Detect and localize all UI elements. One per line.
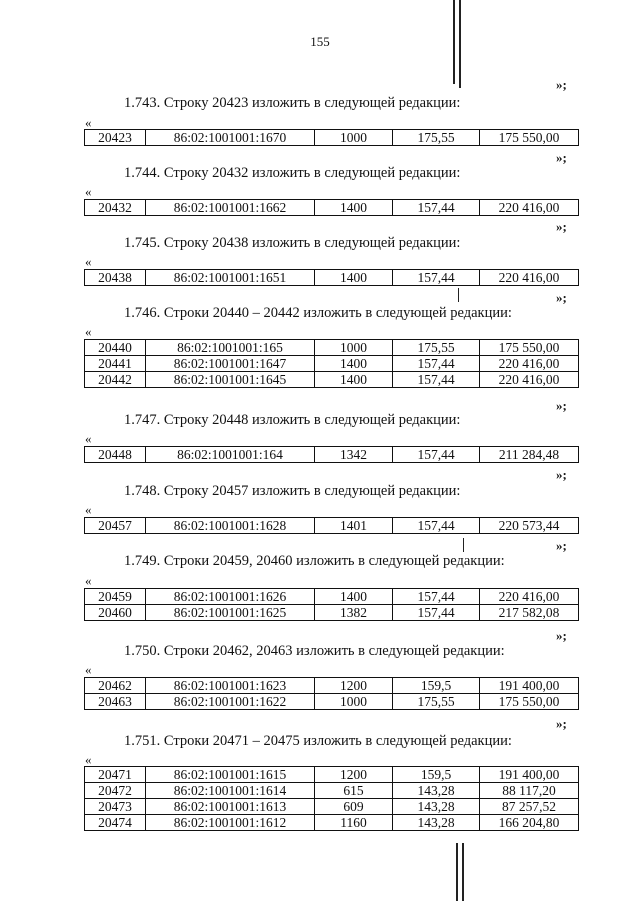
amendment-table bbox=[84, 339, 579, 388]
binding-mark-bottom-right bbox=[462, 843, 464, 901]
section-title: 1.746. Строки 20440 – 20442 изложить в следующей редакции: bbox=[124, 305, 512, 321]
closing-quote: »; bbox=[556, 219, 567, 234]
amount-cell: 191 400,00 bbox=[480, 678, 579, 694]
amount-cell: 175 550,00 bbox=[480, 694, 579, 710]
amount-cell: 175 550,00 bbox=[480, 340, 579, 356]
row-number-cell: 20438 bbox=[85, 270, 146, 286]
area-cell: 1400 bbox=[315, 589, 393, 605]
row-number-cell: 20472 bbox=[85, 783, 146, 799]
row-number-cell: 20462 bbox=[85, 678, 146, 694]
row-number-cell: 20473 bbox=[85, 799, 146, 815]
opening-quote: « bbox=[85, 184, 92, 199]
area-cell: 1000 bbox=[315, 340, 393, 356]
table-row bbox=[85, 815, 579, 831]
area-cell: 615 bbox=[315, 783, 393, 799]
area-cell: 1342 bbox=[315, 447, 393, 463]
table-row bbox=[85, 799, 579, 815]
closing-quote: »; bbox=[556, 398, 567, 413]
row-number-cell: 20440 bbox=[85, 340, 146, 356]
table-row bbox=[85, 678, 579, 694]
closing-quote: »; bbox=[556, 150, 567, 165]
opening-quote: « bbox=[85, 254, 92, 269]
table-row bbox=[85, 589, 579, 605]
section-title: 1.748. Строку 20457 изложить в следующей редакции: bbox=[124, 483, 461, 499]
section-title: 1.744. Строку 20432 изложить в следующей редакции: bbox=[124, 165, 461, 181]
row-number-cell: 20474 bbox=[85, 815, 146, 831]
row-number-cell: 20432 bbox=[85, 200, 146, 216]
opening-quote: « bbox=[85, 502, 92, 517]
rate-cell: 175,55 bbox=[393, 340, 480, 356]
amount-cell: 211 284,48 bbox=[480, 447, 579, 463]
table-row bbox=[85, 767, 579, 783]
rate-cell: 157,44 bbox=[393, 200, 480, 216]
row-number-cell: 20423 bbox=[85, 130, 146, 146]
table-row bbox=[85, 783, 579, 799]
row-number-cell: 20441 bbox=[85, 356, 146, 372]
cadastral-number-cell: 86:02:1001001:1628 bbox=[146, 518, 315, 534]
rate-cell: 157,44 bbox=[393, 356, 480, 372]
cadastral-number-cell: 86:02:1001001:1623 bbox=[146, 678, 315, 694]
row-number-cell: 20460 bbox=[85, 605, 146, 621]
amount-cell: 220 416,00 bbox=[480, 356, 579, 372]
cadastral-number-cell: 86:02:1001001:1651 bbox=[146, 270, 315, 286]
table-row bbox=[85, 130, 579, 146]
opening-quote: « bbox=[85, 752, 92, 767]
cadastral-number-cell: 86:02:1001001:1622 bbox=[146, 694, 315, 710]
opening-quote: « bbox=[85, 324, 92, 339]
amount-cell: 191 400,00 bbox=[480, 767, 579, 783]
table-row bbox=[85, 372, 579, 388]
section-title: 1.743. Строку 20423 изложить в следующей редакции: bbox=[124, 95, 461, 111]
table-row bbox=[85, 340, 579, 356]
rate-cell: 157,44 bbox=[393, 270, 480, 286]
area-cell: 1200 bbox=[315, 767, 393, 783]
amount-cell: 88 117,20 bbox=[480, 783, 579, 799]
row-number-cell: 20459 bbox=[85, 589, 146, 605]
closing-quote: »; bbox=[556, 538, 567, 553]
rate-cell: 175,55 bbox=[393, 130, 480, 146]
amount-cell: 175 550,00 bbox=[480, 130, 579, 146]
cadastral-number-cell: 86:02:1001001:1614 bbox=[146, 783, 315, 799]
amendment-table bbox=[84, 517, 579, 534]
section-title: 1.750. Строки 20462, 20463 изложить в следующей редакции: bbox=[124, 643, 505, 659]
opening-quote: « bbox=[85, 662, 92, 677]
area-cell: 609 bbox=[315, 799, 393, 815]
binding-mark-mid-2 bbox=[463, 538, 464, 552]
cadastral-number-cell: 86:02:1001001:1615 bbox=[146, 767, 315, 783]
amendment-table bbox=[84, 677, 579, 710]
table-row bbox=[85, 200, 579, 216]
rate-cell: 157,44 bbox=[393, 589, 480, 605]
cadastral-number-cell: 86:02:1001001:1670 bbox=[146, 130, 315, 146]
cadastral-number-cell: 86:02:1001001:164 bbox=[146, 447, 315, 463]
amount-cell: 220 416,00 bbox=[480, 589, 579, 605]
row-number-cell: 20457 bbox=[85, 518, 146, 534]
table-row bbox=[85, 356, 579, 372]
opening-quote: « bbox=[85, 115, 92, 130]
rate-cell: 157,44 bbox=[393, 605, 480, 621]
row-number-cell: 20442 bbox=[85, 372, 146, 388]
closing-quote: »; bbox=[556, 290, 567, 305]
row-number-cell: 20448 bbox=[85, 447, 146, 463]
row-number-cell: 20463 bbox=[85, 694, 146, 710]
area-cell: 1400 bbox=[315, 200, 393, 216]
closing-quote: »; bbox=[556, 467, 567, 482]
rate-cell: 175,55 bbox=[393, 694, 480, 710]
table-row bbox=[85, 270, 579, 286]
area-cell: 1000 bbox=[315, 694, 393, 710]
amount-cell: 220 416,00 bbox=[480, 200, 579, 216]
amount-cell: 217 582,08 bbox=[480, 605, 579, 621]
cadastral-number-cell: 86:02:1001001:1612 bbox=[146, 815, 315, 831]
closing-quote-top: »; bbox=[556, 77, 567, 92]
section-title: 1.751. Строки 20471 – 20475 изложить в следующей редакции: bbox=[124, 733, 512, 749]
amount-cell: 87 257,52 bbox=[480, 799, 579, 815]
amount-cell: 220 416,00 bbox=[480, 372, 579, 388]
amendment-table bbox=[84, 588, 579, 621]
area-cell: 1400 bbox=[315, 356, 393, 372]
amendment-table bbox=[84, 199, 579, 216]
area-cell: 1200 bbox=[315, 678, 393, 694]
cadastral-number-cell: 86:02:1001001:1645 bbox=[146, 372, 315, 388]
rate-cell: 159,5 bbox=[393, 767, 480, 783]
amendment-table bbox=[84, 269, 579, 286]
area-cell: 1000 bbox=[315, 130, 393, 146]
closing-quote: »; bbox=[556, 716, 567, 731]
amount-cell: 220 416,00 bbox=[480, 270, 579, 286]
cadastral-number-cell: 86:02:1001001:1626 bbox=[146, 589, 315, 605]
area-cell: 1401 bbox=[315, 518, 393, 534]
binding-mark-bottom-left bbox=[456, 843, 458, 901]
closing-quote: »; bbox=[556, 628, 567, 643]
section-title: 1.749. Строки 20459, 20460 изложить в следующей редакции: bbox=[124, 553, 505, 569]
opening-quote: « bbox=[85, 573, 92, 588]
amendment-table bbox=[84, 446, 579, 463]
table-row bbox=[85, 518, 579, 534]
cadastral-number-cell: 86:02:1001001:165 bbox=[146, 340, 315, 356]
cadastral-number-cell: 86:02:1001001:1625 bbox=[146, 605, 315, 621]
amendment-table bbox=[84, 766, 579, 831]
opening-quote: « bbox=[85, 431, 92, 446]
table-row bbox=[85, 447, 579, 463]
rate-cell: 157,44 bbox=[393, 518, 480, 534]
rate-cell: 157,44 bbox=[393, 447, 480, 463]
area-cell: 1160 bbox=[315, 815, 393, 831]
row-number-cell: 20471 bbox=[85, 767, 146, 783]
area-cell: 1400 bbox=[315, 372, 393, 388]
cadastral-number-cell: 86:02:1001001:1613 bbox=[146, 799, 315, 815]
rate-cell: 143,28 bbox=[393, 783, 480, 799]
rate-cell: 159,5 bbox=[393, 678, 480, 694]
binding-mark-mid-1 bbox=[458, 288, 459, 302]
area-cell: 1400 bbox=[315, 270, 393, 286]
rate-cell: 157,44 bbox=[393, 372, 480, 388]
area-cell: 1382 bbox=[315, 605, 393, 621]
amount-cell: 166 204,80 bbox=[480, 815, 579, 831]
cadastral-number-cell: 86:02:1001001:1662 bbox=[146, 200, 315, 216]
amount-cell: 220 573,44 bbox=[480, 518, 579, 534]
cadastral-number-cell: 86:02:1001001:1647 bbox=[146, 356, 315, 372]
rate-cell: 143,28 bbox=[393, 815, 480, 831]
table-row bbox=[85, 694, 579, 710]
section-title: 1.747. Строку 20448 изложить в следующей редакции: bbox=[124, 412, 461, 428]
page-number: 155 bbox=[310, 34, 330, 49]
section-title: 1.745. Строку 20438 изложить в следующей редакции: bbox=[124, 235, 461, 251]
rate-cell: 143,28 bbox=[393, 799, 480, 815]
amendment-table bbox=[84, 129, 579, 146]
table-row bbox=[85, 605, 579, 621]
